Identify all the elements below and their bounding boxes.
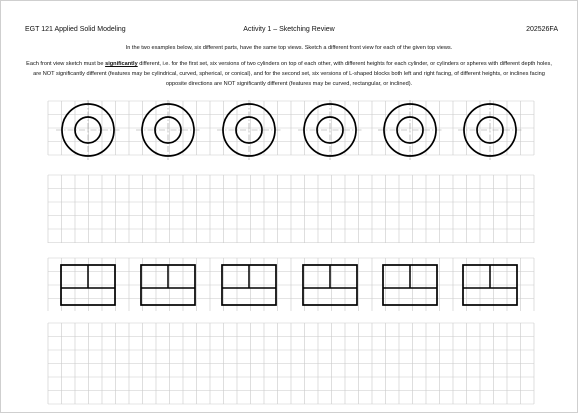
circle-top-view-2 — [136, 100, 200, 160]
circle-top-view-1 — [56, 100, 120, 160]
circle-top-view-5 — [378, 100, 442, 160]
sketch-grid-2 — [48, 323, 534, 404]
cylinder-top-views — [56, 100, 522, 160]
instructions-before: Each front view sketch must be — [26, 61, 106, 67]
course-title: EGT 121 Applied Solid Modeling — [25, 26, 126, 33]
grid-regions — [48, 101, 534, 404]
sketch-grid-1 — [48, 175, 534, 243]
circle-top-view-3 — [217, 100, 281, 160]
circle-top-view-4 — [298, 100, 362, 160]
activity-title: Activity 1 – Sketching Review — [243, 26, 335, 33]
document-code: 202526FA — [526, 26, 558, 33]
intro-text: In the two examples below, six different parts, have the same top views. Sketch a different front view for each of the given top views. — [125, 45, 453, 51]
instructions-after: different, i.e. for the first set, six versions of two cylinders on top of each other, with different heights for each cylinder, or cylinders or spheres with different depth holes, are NOT significantly different (features may be cylindrical, curved, spherical, or conical), and for the second set, six versions of L-shaped blocks both left and right facing, of different heights, or inclines facing opposite directions are NOT significantly different (features may be curved, rectangular, or inclined). — [33, 61, 552, 87]
top-view-grid-2 — [48, 258, 534, 311]
top-view-grid-1 — [48, 101, 534, 155]
instructions-emphasis: significantly — [105, 61, 138, 67]
circle-top-view-6 — [458, 100, 522, 160]
